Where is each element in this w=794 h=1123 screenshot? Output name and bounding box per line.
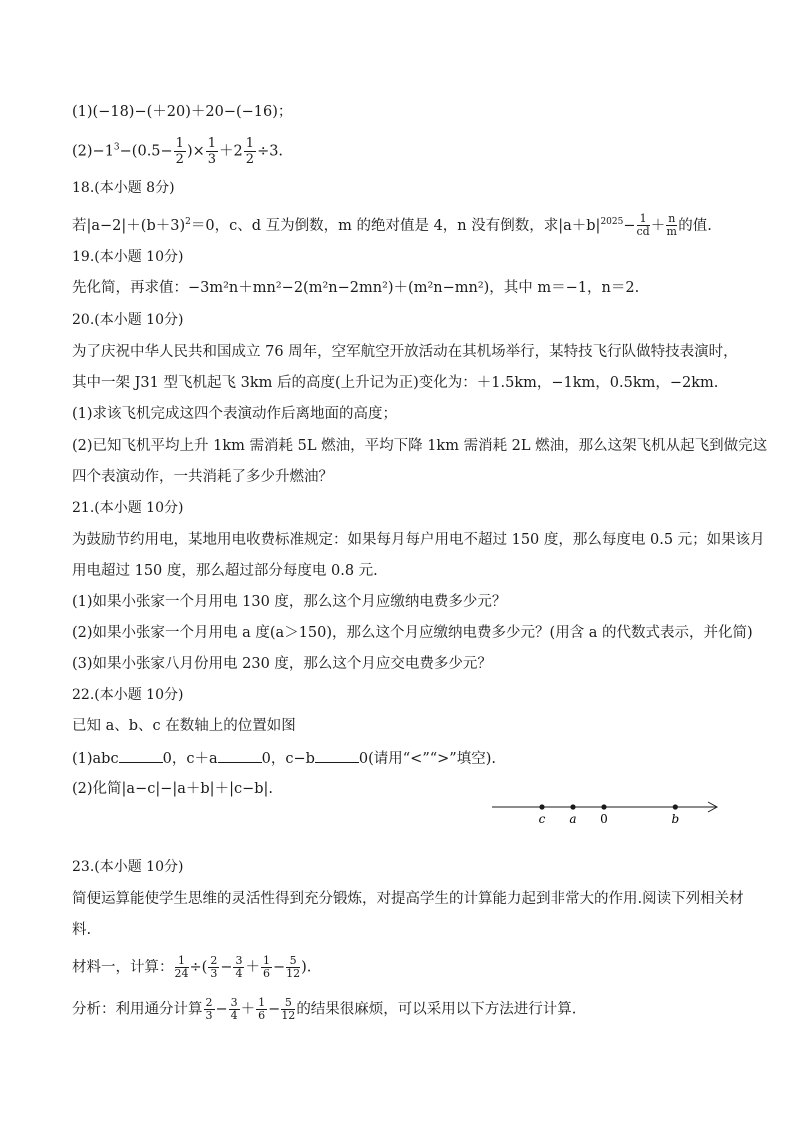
axis-point-a [570,804,575,809]
fraction: $\frac{n}{m}$ [666,212,677,239]
axis-label-origin: 0 [600,812,608,826]
q20-line1: 为了庆祝中华人民共和国成立 76 周年，空军航空开放活动在其机场举行，某特技飞行队做特技表演时， [72,344,738,360]
q20-line4: (2)已知飞机平均上升 1km 需消耗 5L 燃油，平均下降 1km 需消耗 2L 燃油，那么这架飞机从起飞到做完这 [72,438,768,454]
q20-line5: 四个表演动作，一共消耗了多少升燃油？ [72,469,333,485]
q23-line2: 料. [72,922,92,938]
q23-material1: 材料一，计算： $\frac{1}{24}$ ÷( $\frac{2}{3}$ − $\frac{3}{4}$ ＋ $\frac{1}{6}$ − $\frac{5}{12}$ ). [72,954,312,980]
fraction: $\frac{1}{3}$ [207,136,217,167]
q22-line2: (1)abc 0，c＋a 0，c−b 0(请用“<”“>”填空). [72,748,496,769]
q23-line1: 简便运算能使学生思维的灵活性得到充分锻炼，对提高学生的计算能力起到非常大的作用.阅读下列相关材 [72,891,744,907]
fraction: $\frac{1}{6}$ [262,954,270,980]
fraction: $\frac{3}{4}$ [235,954,243,980]
q21-line3: (1)如果小张家一个月用电 130 度，那么这个月应缴纳电费多少元？ [72,594,507,610]
q19-header: 19.(本小题 10分) [72,249,184,265]
fraction: $\frac{2}{3}$ [205,996,213,1022]
axis-label-a: a [569,812,577,826]
q20-line3: (1)求该飞机完成这四个表演动作后离地面的高度； [72,406,398,422]
q20-header: 20.(本小题 10分) [72,312,184,328]
q21-header: 21.(本小题 10分) [72,500,184,516]
fraction: $\frac{1}{cd}$ [636,212,650,239]
q20-line2: 其中一架 J31 型飞机起飞 3km 后的高度(上升记为正)变化为：＋1.5km，−1km，0.5km，−2km. [72,375,719,391]
axis-point-b [673,804,678,809]
q18-header: 18.(本小题 8分) [72,180,175,196]
q21-line4: (2)如果小张家一个月用电 a 度(a＞150)，那么这个月应缴纳电费多少元？(用含 a 的代数式表示，并化简) [72,625,753,641]
q22-header: 22.(本小题 10分) [72,687,184,703]
fraction: $\frac{5}{12}$ [286,954,301,980]
q21-line1: 为鼓励节约用电，某地用电收费标准规定：如果每月每户用电不超过 150 度，那么每度电 0.5 元；如果该月 [72,532,765,548]
fraction: $\frac{1}{2}$ [175,136,184,167]
axis-point-origin [601,804,606,809]
fraction: $\frac{2}{3}$ [210,954,218,980]
q21-line5: (3)如果小张家八月份用电 230 度，那么这个月应交电费多少元？ [72,656,492,672]
q23-analysis: 分析：利用通分计算 $\frac{2}{3}$ − $\frac{3}{4}$ ＋ $\frac{1}{6}$ − $\frac{5}{12}$ 的结果很麻烦，可以采用以下方法进行计算. [72,996,577,1022]
q22-line1: 已知 a、b、c 在数轴上的位置如图 [72,718,296,734]
q21-line2: 用电超过 150 度，那么超过部分每度电 0.8 元. [72,563,378,579]
answer-blank [119,748,163,763]
axis-label-b: b [671,812,680,826]
axis-point-c [539,804,544,809]
answer-blank [315,748,359,763]
fraction: $\frac{3}{4}$ [230,996,238,1022]
fraction: $\frac{5}{12}$ [281,996,296,1022]
q19-text: 先化简，再求值：−3m²n＋mn²−2(m²n−2mn²)＋(m²n−mn²)，其中 m＝−1，n＝2. [72,280,640,296]
q18-text: 若$|a-2|+(b+3)^2=0$，c、d 互为倒数，m 的绝对值是 4，n 没有倒数，求$|a+b|^{2025}-$ $\frac{1}{cd}$ ＋ $\frac{n}{m}$ 的值. [72,212,712,239]
q23-header: 23.(本小题 10分) [72,859,184,875]
number-line-figure [490,796,722,828]
fraction: $\frac{1}{24}$ [174,954,189,980]
q17-part2: $(2)-1^3-(0.5-$ $\frac{1}{2}$ )× $\frac{1}{3}$ ＋2 $\frac{1}{2}$ ÷3. [72,136,284,167]
q17-part1: (1)(−18)−(＋20)＋20−(−16)； [72,104,293,120]
axis-label-c: c [538,812,546,826]
fraction: $\frac{1}{6}$ [258,996,266,1022]
answer-blank [218,748,262,763]
q22-line3: (2)化简|a−c|−|a＋b|＋|c−b|. [72,781,274,797]
fraction: $\frac{1}{2}$ [245,136,255,167]
